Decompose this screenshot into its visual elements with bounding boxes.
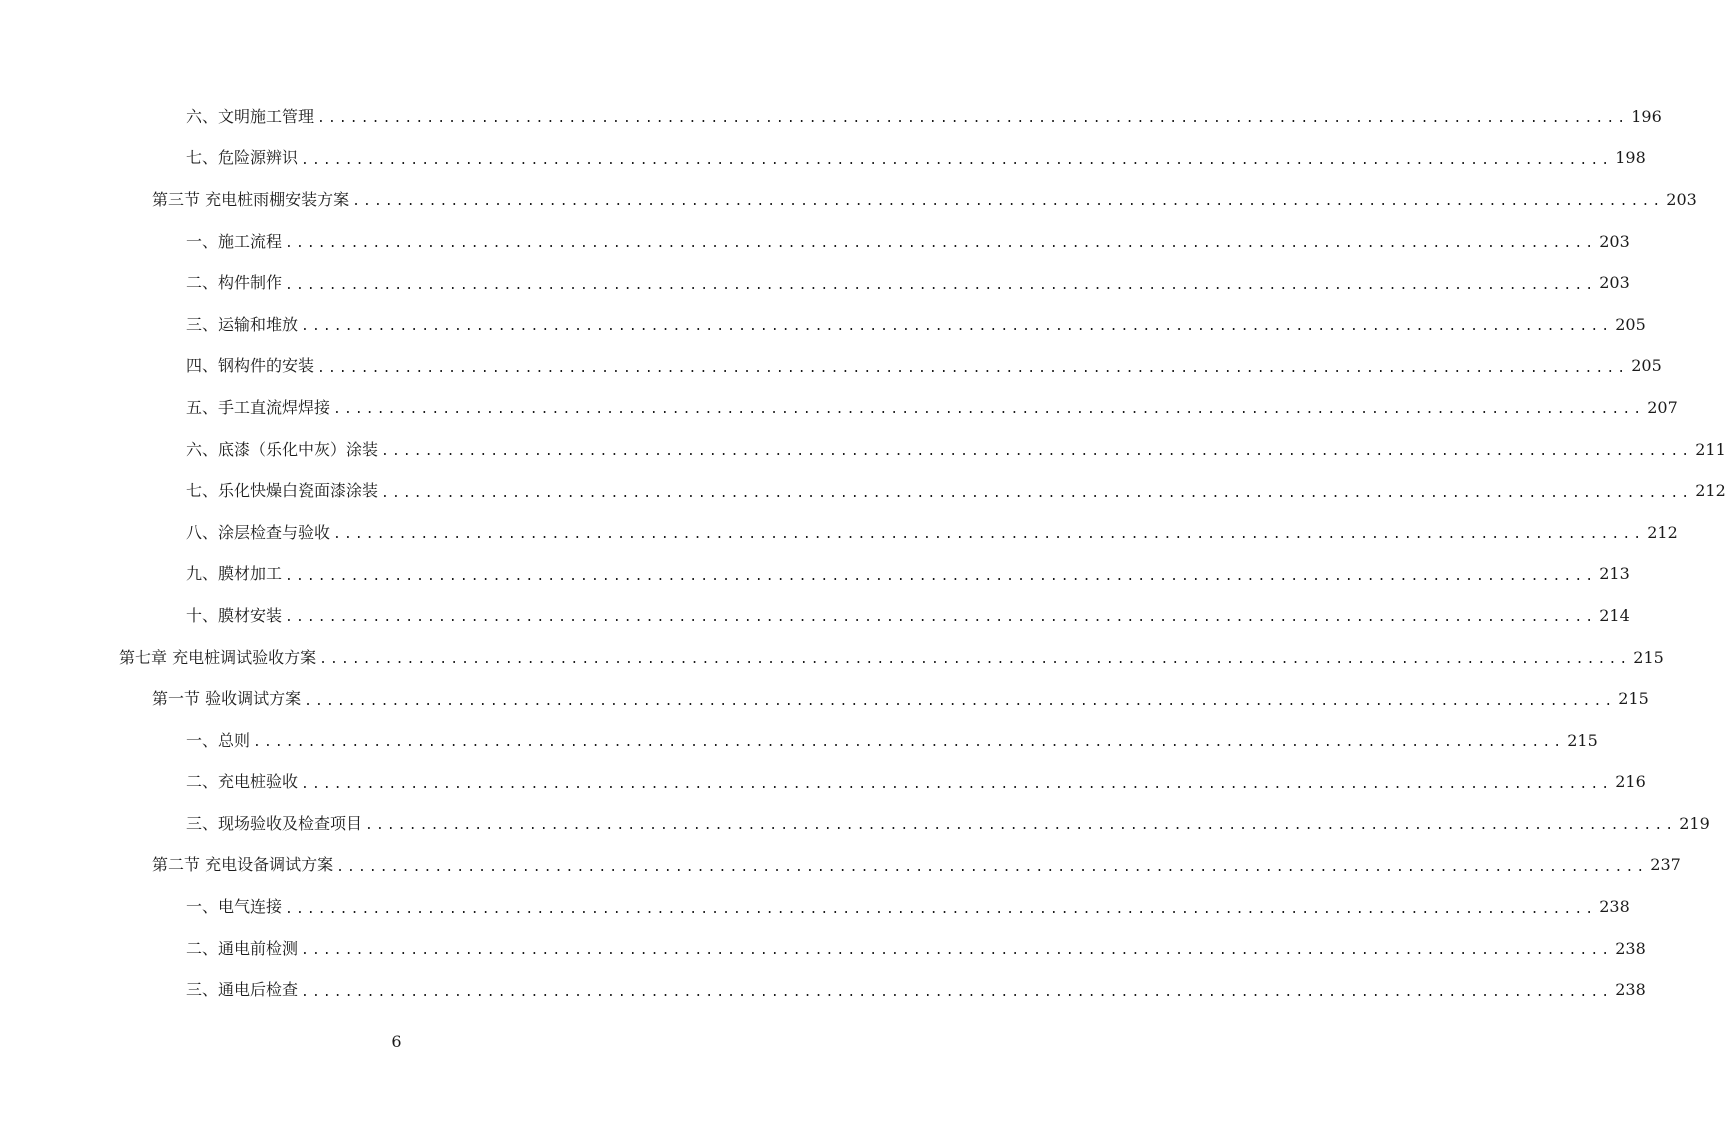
toc-entry-page: 207 — [1647, 397, 1678, 417]
toc-dot-leader: ........................................................................................................................ — [304, 693, 1616, 709]
toc-dot-leader: ........................................................................................................................ — [333, 402, 1645, 418]
toc-dot-leader: ........................................................................................................................ — [381, 485, 1693, 501]
toc-entry-page: 198 — [1615, 148, 1646, 168]
toc-entry-page: 215 — [1567, 730, 1598, 750]
toc-entry-page: 212 — [1647, 522, 1678, 542]
toc-dot-leader: ........................................................................................................................ — [285, 236, 1597, 252]
toc-entry-page: 214 — [1599, 605, 1630, 625]
toc-entry[interactable] — [0, 637, 1664, 679]
toc-entry[interactable] — [0, 346, 1662, 388]
toc-entry-label: 三、现场验收及检查项目 — [186, 813, 363, 833]
toc-entry-label: 第七章 充电桩调试验收方案 — [119, 647, 317, 667]
toc-entry[interactable] — [0, 845, 1681, 887]
toc-entry-page: 216 — [1615, 772, 1646, 792]
toc-entry[interactable] — [0, 928, 1646, 970]
toc-entry-page: 238 — [1615, 938, 1646, 958]
toc-entry[interactable] — [0, 512, 1678, 554]
toc-dot-leader: ........................................................................................................................ — [301, 943, 1613, 959]
toc-dot-leader: ........................................................................................................................ — [352, 194, 1664, 210]
toc-entry-page: 215 — [1618, 689, 1649, 709]
toc-dot-leader: ........................................................................................................................ — [285, 901, 1597, 917]
toc-entry-label: 二、通电前检测 — [186, 938, 299, 958]
page-number: 6 — [391, 1032, 402, 1051]
toc-dot-leader: ........................................................................................................................ — [336, 859, 1648, 875]
toc-dot-leader: ........................................................................................................................ — [253, 735, 1565, 751]
toc-entry-label: 第一节 验收调试方案 — [152, 689, 302, 709]
toc-entry-label: 五、手工直流焊焊接 — [186, 397, 331, 417]
toc-entry-page: 196 — [1631, 106, 1662, 126]
toc-entry[interactable] — [0, 304, 1646, 346]
toc-entry[interactable] — [0, 720, 1598, 762]
toc-entry[interactable] — [0, 969, 1646, 1011]
toc-entry-label: 三、通电后检查 — [186, 980, 299, 1000]
toc-entry-label: 二、充电桩验收 — [186, 772, 299, 792]
toc-entry[interactable] — [0, 138, 1646, 180]
toc-entry[interactable] — [0, 262, 1630, 304]
toc-entry-label: 六、底漆（乐化中灰）涂装 — [186, 439, 379, 459]
toc-entry[interactable] — [0, 678, 1649, 720]
toc-dot-leader: ........................................................................................................................ — [365, 818, 1677, 834]
toc-entry-page: 219 — [1679, 813, 1710, 833]
toc-entry-label: 十、膜材安装 — [186, 605, 283, 625]
toc-entry[interactable] — [0, 221, 1630, 263]
toc-entry[interactable] — [0, 595, 1630, 637]
toc-entry-page: 238 — [1599, 897, 1630, 917]
toc-entry-label: 九、膜材加工 — [186, 564, 283, 584]
toc-entry[interactable] — [0, 886, 1630, 928]
toc-dot-leader: ........................................................................................................................ — [301, 319, 1613, 335]
toc-entry-page: 205 — [1631, 356, 1662, 376]
toc-entry-label: 第三节 充电桩雨棚安装方案 — [152, 189, 350, 209]
toc-entry-page: 205 — [1615, 314, 1646, 334]
toc-entry-label: 一、总则 — [186, 730, 251, 750]
toc-dot-leader: ........................................................................................................................ — [301, 776, 1613, 792]
toc-entry-label: 二、构件制作 — [186, 273, 283, 293]
toc-dot-leader: ........................................................................................................................ — [319, 652, 1631, 668]
table-of-contents — [0, 96, 1726, 1011]
toc-entry-label: 七、危险源辨识 — [186, 148, 299, 168]
toc-dot-leader: ........................................................................................................................ — [285, 610, 1597, 626]
toc-entry-label: 三、运输和堆放 — [186, 314, 299, 334]
toc-entry-label: 一、电气连接 — [186, 897, 283, 917]
toc-entry-label: 四、钢构件的安装 — [186, 356, 315, 376]
toc-entry[interactable] — [0, 470, 1726, 512]
toc-dot-leader: ........................................................................................................................ — [333, 527, 1645, 543]
toc-entry[interactable] — [0, 803, 1710, 845]
toc-entry-label: 八、涂层检查与验收 — [186, 522, 331, 542]
toc-entry[interactable] — [0, 554, 1630, 596]
toc-entry[interactable] — [0, 762, 1646, 804]
toc-entry-page: 237 — [1650, 855, 1681, 875]
toc-dot-leader: ........................................................................................................................ — [381, 444, 1693, 460]
toc-entry[interactable] — [0, 387, 1678, 429]
toc-entry[interactable] — [0, 96, 1662, 138]
toc-entry-page: 203 — [1599, 231, 1630, 251]
toc-dot-leader: ........................................................................................................................ — [317, 360, 1629, 376]
toc-entry-label: 第二节 充电设备调试方案 — [152, 855, 334, 875]
toc-entry-page: 215 — [1633, 647, 1664, 667]
toc-entry-page: 238 — [1615, 980, 1646, 1000]
toc-entry-label: 七、乐化快燥白瓷面漆涂装 — [186, 481, 379, 501]
toc-entry-page: 212 — [1695, 481, 1726, 501]
toc-entry[interactable] — [0, 179, 1697, 221]
toc-entry[interactable] — [0, 429, 1726, 471]
toc-dot-leader: ........................................................................................................................ — [285, 277, 1597, 293]
toc-entry-label: 一、施工流程 — [186, 231, 283, 251]
toc-dot-leader: ........................................................................................................................ — [301, 152, 1613, 168]
toc-entry-page: 213 — [1599, 564, 1630, 584]
toc-entry-page: 203 — [1599, 273, 1630, 293]
toc-entry-page: 203 — [1666, 189, 1697, 209]
toc-dot-leader: ........................................................................................................................ — [301, 984, 1613, 1000]
toc-entry-label: 六、文明施工管理 — [186, 106, 315, 126]
toc-entry-page: 211 — [1695, 439, 1726, 459]
toc-dot-leader: ........................................................................................................................ — [285, 568, 1597, 584]
toc-dot-leader: ........................................................................................................................ — [317, 111, 1629, 127]
